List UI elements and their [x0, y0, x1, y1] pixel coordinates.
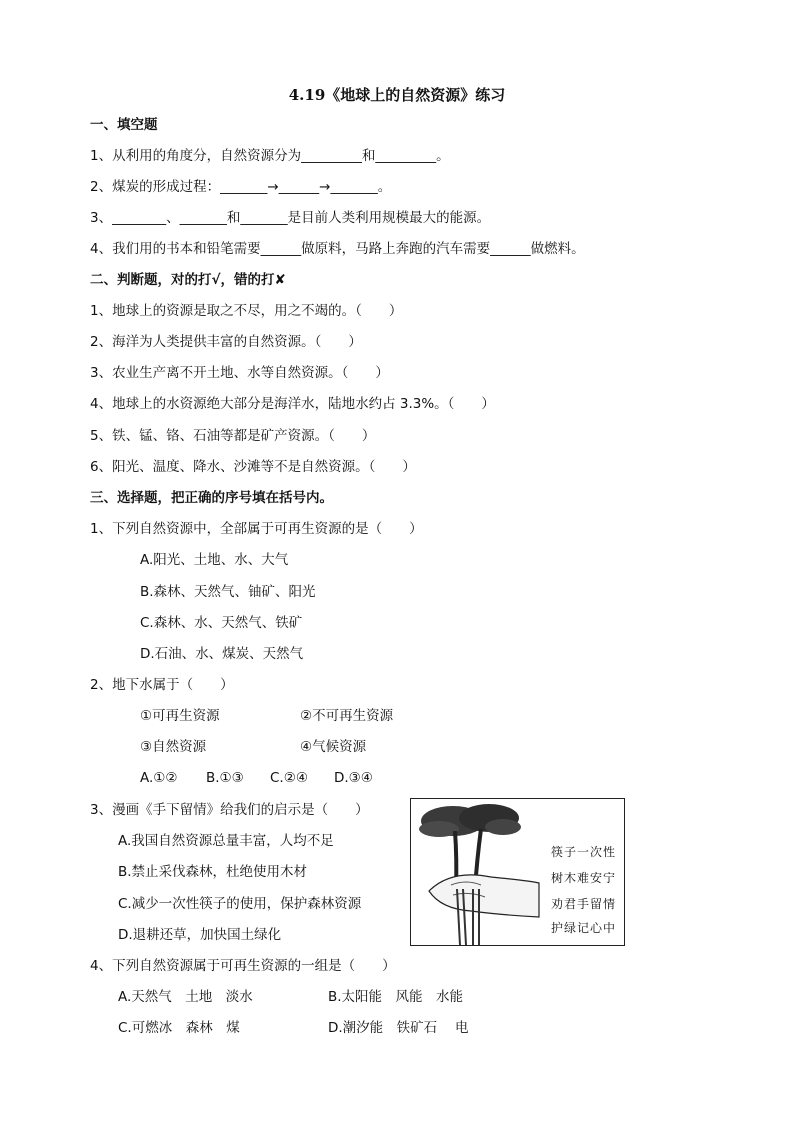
answer-option: A.天然气 土地 淡水 — [118, 989, 253, 1005]
answer-option: C.减少一次性筷子的使用，保护森林资源 — [118, 896, 362, 912]
question-text: 2、海洋为人类提供丰富的自然资源。（ ） — [90, 334, 362, 350]
section-heading-multiple-choice: 三、选择题，把正确的序号填在括号内。 — [90, 490, 333, 506]
answer-option: C.森林、水、天然气、铁矿 — [140, 615, 303, 631]
question-text: 6、阳光、温度、降水、沙滩等不是自然资源。（ ） — [90, 459, 416, 475]
question-text: 3、________、_______和_______是目前人类利用规模最大的能源。 — [90, 210, 491, 226]
answer-option: A.①② — [140, 770, 178, 786]
question-text: 4、我们用的书本和铅笔需要______做原料，马路上奔跑的汽车需要______做燃料。 — [90, 241, 585, 257]
question-text: 4、地球上的水资源绝大部分是海洋水，陆地水约占 3.3%。（ ） — [90, 396, 495, 412]
question-text: 1、地球上的资源是取之不尽，用之不竭的。（ ） — [90, 303, 403, 319]
page-title: 4.19《地球上的自然资源》练习 — [288, 86, 506, 104]
comic-caption-line: 树木难安宁 — [551, 871, 617, 885]
answer-option: A.我国自然资源总量丰富，人均不足 — [118, 833, 334, 849]
answer-option: D.石油、水、煤炭、天然气 — [140, 646, 304, 662]
question-text: 3、农业生产离不开土地、水等自然资源。（ ） — [90, 365, 389, 381]
question-text: 5、铁、锰、铬、石油等都是矿产资源。（ ） — [90, 428, 376, 444]
comic-illustration — [410, 798, 625, 946]
answer-option: D.潮汐能 铁矿石 电 — [328, 1020, 469, 1036]
answer-option: D.退耕还草，加快国土绿化 — [118, 927, 282, 943]
answer-option: B.禁止采伐森林，杜绝使用木材 — [118, 864, 308, 880]
comic-caption-line: 护绿记心中 — [551, 921, 617, 935]
section-heading-true-false: 二、判断题，对的打√，错的打✘ — [90, 272, 286, 288]
choice-item: ③自然资源 — [140, 739, 207, 755]
answer-option: D.③④ — [334, 770, 373, 786]
question-stem: 3、漫画《手下留情》给我们的启示是（ ） — [90, 802, 369, 818]
question-text: 1、从利用的角度分，自然资源分为_________和_________。 — [90, 148, 450, 164]
question-stem: 4、下列自然资源属于可再生资源的一组是（ ） — [90, 958, 396, 974]
answer-option: B.太阳能 风能 水能 — [328, 989, 464, 1005]
answer-option: C.可燃冰 森林 煤 — [118, 1020, 240, 1036]
answer-option: C.②④ — [270, 770, 308, 786]
choice-item: ④气候资源 — [300, 739, 367, 755]
comic-caption-line: 筷子一次性 — [551, 845, 617, 859]
section-heading-fill-blank: 一、填空题 — [90, 117, 158, 133]
answer-option: B.森林、天然气、铀矿、阳光 — [140, 584, 316, 600]
comic-caption-line: 劝君手留情 — [551, 897, 617, 911]
answer-option: B.①③ — [206, 770, 244, 786]
choice-item: ①可再生资源 — [140, 708, 220, 724]
answer-option: A.阳光、土地、水、大气 — [140, 552, 289, 568]
question-text: 2、煤炭的形成过程：_______→______→_______。 — [90, 179, 392, 195]
question-stem: 1、下列自然资源中，全部属于可再生资源的是（ ） — [90, 521, 423, 537]
choice-item: ②不可再生资源 — [300, 708, 394, 724]
question-stem: 2、地下水属于（ ） — [90, 677, 234, 693]
